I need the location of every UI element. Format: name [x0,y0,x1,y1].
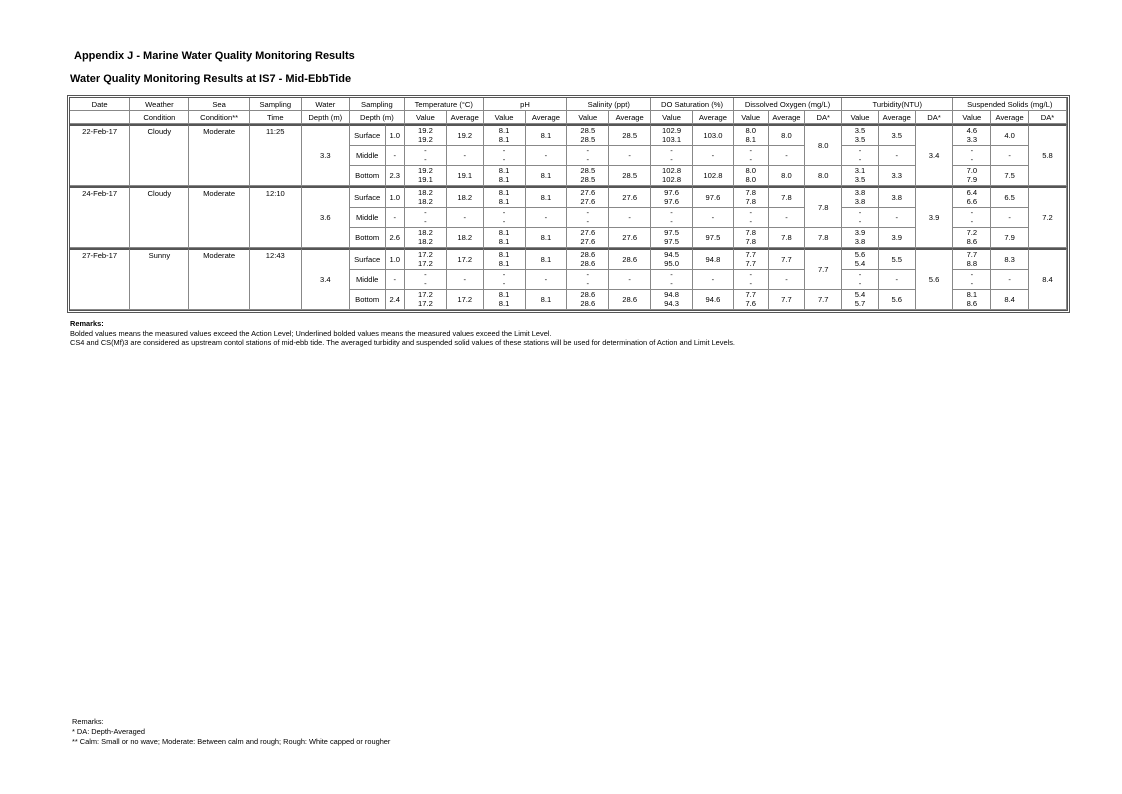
temp-value-cell: 19.2 19.2 [405,124,447,146]
salinity-average-cell: - [609,146,651,166]
dos-value-cell: 94.5 95.0 [651,248,693,270]
ph-average-cell: 8.1 [526,166,568,186]
header-sampling-time-2: Time [250,111,302,124]
do-da-cell: 7.7 [805,248,842,290]
ss-value-cell: - - [953,208,991,228]
salinity-value-cell: 27.6 27.6 [567,228,609,248]
water-depth-cell: 3.4 [302,248,350,310]
salinity-average-cell: 28.6 [609,248,651,270]
date-cell: 22-Feb-17 [70,124,130,186]
header-value: Value [651,111,693,124]
sea-cell: Moderate [189,124,249,186]
table-title: Water Quality Monitoring Results at IS7 - Mid-EbbTide [70,73,352,85]
salinity-value-cell: 28.6 28.6 [567,248,609,270]
date-cell: 27-Feb-17 [70,248,130,310]
header-sampling-time: Sampling [250,98,302,111]
ph-average-cell: 8.1 [526,186,568,208]
temp-average-cell: 17.2 [447,290,484,310]
time-cell: 12:43 [250,248,302,310]
sea-cell: Moderate [189,248,249,310]
header-average: Average [693,111,734,124]
level-cell: Bottom [350,166,386,186]
turb-average-cell: 5.6 [879,290,916,310]
salinity-value-cell: 28.5 28.5 [567,166,609,186]
header-sampling-depth: Sampling [350,98,405,111]
header-average: Average [526,111,568,124]
temp-average-cell: 19.1 [447,166,484,186]
ss-average-cell: 7.5 [991,166,1029,186]
turb-value-cell: 3.1 3.5 [842,166,879,186]
ph-value-cell: 8.1 8.1 [484,186,526,208]
header-row-1 [70,98,1067,111]
depth-cell: - [386,270,405,290]
ss-da-cell: 8.4 [1029,248,1067,310]
ss-value-cell: - - [953,146,991,166]
sea-cell: Moderate [189,186,249,248]
remarks-bottom [72,717,390,747]
ph-average-cell: 8.1 [526,290,568,310]
depth-cell: 2.3 [386,166,405,186]
do-average-cell: - [769,270,806,290]
date-cell: 24-Feb-17 [70,186,130,248]
turb-value-cell: - - [842,146,879,166]
do-average-cell: 7.7 [769,290,806,310]
header-sea-2: Condition** [189,111,249,124]
ss-value-cell: 6.4 6.6 [953,186,991,208]
turb-value-cell: 3.9 3.8 [842,228,879,248]
do-average-cell: 8.0 [769,166,806,186]
depth-cell: 1.0 [386,248,405,270]
turb-average-cell: 3.5 [879,124,916,146]
results-table-container [67,95,1070,313]
ph-value-cell: - - [484,270,526,290]
depth-cell: 2.6 [386,228,405,248]
turb-da-cell: 5.6 [916,248,954,310]
weather-cell: Cloudy [130,124,189,186]
ph-value-cell: 8.1 8.1 [484,228,526,248]
header-da: DA* [805,111,842,124]
temp-value-cell: 17.2 17.2 [405,248,447,270]
turb-average-cell: - [879,208,916,228]
header-value: Value [842,111,879,124]
header-dissolved-oxygen: Dissolved Oxygen (mg/L) [734,98,842,111]
header-water-depth-2: Depth (m) [302,111,350,124]
header-turbidity: Turbidity(NTU) [842,98,953,111]
temp-average-cell: 17.2 [447,248,484,270]
do-value-cell: 7.8 7.8 [734,186,769,208]
do-da-cell: 7.7 [805,290,842,310]
turb-value-cell: 3.8 3.8 [842,186,879,208]
do-value-cell: 7.7 7.7 [734,248,769,270]
turb-average-cell: - [879,146,916,166]
ss-average-cell: - [991,270,1029,290]
dos-average-cell: - [693,146,734,166]
ph-average-cell: - [526,146,568,166]
time-cell: 11:25 [250,124,302,186]
turb-value-cell: - - [842,270,879,290]
ss-average-cell: - [991,146,1029,166]
dos-value-cell: 97.6 97.6 [651,186,693,208]
dos-average-cell: 94.6 [693,290,734,310]
salinity-value-cell: 28.6 28.6 [567,290,609,310]
dos-value-cell: 94.8 94.3 [651,290,693,310]
ss-value-cell: 7.2 8.6 [953,228,991,248]
do-value-cell: 7.8 7.8 [734,228,769,248]
temp-value-cell: 17.2 17.2 [405,290,447,310]
salinity-value-cell: - - [567,208,609,228]
salinity-average-cell: - [609,270,651,290]
header-ph: pH [484,98,568,111]
header-weather-2: Condition [130,111,189,124]
dos-value-cell: - - [651,270,693,290]
ss-value-cell: 7.7 8.8 [953,248,991,270]
ss-value-cell: 8.1 8.6 [953,290,991,310]
water-depth-cell: 3.3 [302,124,350,186]
header-average: Average [447,111,484,124]
ss-average-cell: 8.3 [991,248,1029,270]
level-cell: Bottom [350,228,386,248]
header-average: Average [769,111,806,124]
turb-value-cell: 3.5 3.5 [842,124,879,146]
dos-average-cell: 97.6 [693,186,734,208]
salinity-average-cell: 27.6 [609,186,651,208]
dos-value-cell: 102.9 103.1 [651,124,693,146]
dos-average-cell: - [693,208,734,228]
level-cell: Middle [350,146,386,166]
header-suspended-solids: Suspended Solids (mg/L) [953,98,1067,111]
turb-average-cell: 3.3 [879,166,916,186]
time-cell: 12:10 [250,186,302,248]
depth-cell: - [386,208,405,228]
do-average-cell: 8.0 [769,124,806,146]
header-average: Average [879,111,916,124]
header-value: Value [484,111,526,124]
table-row [70,186,1067,208]
water-quality-table [67,95,1070,313]
salinity-value-cell: 27.6 27.6 [567,186,609,208]
ph-value-cell: - - [484,208,526,228]
level-cell: Surface [350,186,386,208]
temp-value-cell: 18.2 18.2 [405,228,447,248]
turb-average-cell: 5.5 [879,248,916,270]
ph-value-cell: 8.1 8.1 [484,166,526,186]
turb-value-cell: - - [842,208,879,228]
header-water-depth: Water [302,98,350,111]
do-value-cell: - - [734,146,769,166]
temp-average-cell: 19.2 [447,124,484,146]
dos-value-cell: 97.5 97.5 [651,228,693,248]
salinity-average-cell: 28.6 [609,290,651,310]
turb-value-cell: 5.6 5.4 [842,248,879,270]
dos-average-cell: 94.8 [693,248,734,270]
ph-value-cell: 8.1 8.1 [484,124,526,146]
do-da-cell: 8.0 [805,166,842,186]
level-cell: Bottom [350,290,386,310]
temp-average-cell: - [447,146,484,166]
ss-average-cell: 8.4 [991,290,1029,310]
do-average-cell: 7.8 [769,228,806,248]
salinity-average-cell: 27.6 [609,228,651,248]
level-cell: Middle [350,270,386,290]
weather-cell: Sunny [130,248,189,310]
do-value-cell: - - [734,208,769,228]
remarks-top [70,319,735,348]
temp-value-cell: - - [405,208,447,228]
dos-value-cell: - - [651,146,693,166]
remarks-bottom-line-1: * DA: Depth-Averaged [72,727,145,736]
salinity-average-cell: 28.5 [609,124,651,146]
dos-average-cell: 103.0 [693,124,734,146]
dos-average-cell: - [693,270,734,290]
ph-value-cell: 8.1 8.1 [484,290,526,310]
header-average: Average [609,111,651,124]
ss-da-cell: 7.2 [1029,186,1067,248]
do-da-cell: 7.8 [805,228,842,248]
temp-average-cell: 18.2 [447,228,484,248]
do-da-cell: 7.8 [805,186,842,228]
depth-cell: 1.0 [386,124,405,146]
header-sampling-depth-2: Depth (m) [350,111,405,124]
salinity-value-cell: 28.5 28.5 [567,124,609,146]
header-row-2 [70,111,1067,124]
turb-average-cell: 3.8 [879,186,916,208]
header-da: DA* [916,111,954,124]
ss-average-cell: 6.5 [991,186,1029,208]
table-row [70,124,1067,146]
header-da: DA* [1029,111,1067,124]
header-weather: Weather [130,98,189,111]
depth-cell: - [386,146,405,166]
do-average-cell: 7.7 [769,248,806,270]
remarks-top-title: Remarks: [70,319,104,328]
ph-average-cell: 8.1 [526,248,568,270]
salinity-average-cell: 28.5 [609,166,651,186]
remarks-top-line-2: CS4 and CS(Mf)3 are considered as upstream contol stations of mid-ebb tide. The averaged turbidity and suspended solid values of these stations will be used for determination of Action and Limit Levels. [70,338,735,347]
turb-average-cell: 3.9 [879,228,916,248]
level-cell: Surface [350,124,386,146]
do-value-cell: 8.0 8.0 [734,166,769,186]
header-value: Value [405,111,447,124]
ss-da-cell: 5.8 [1029,124,1067,186]
temp-value-cell: - - [405,146,447,166]
do-average-cell: - [769,146,806,166]
header-value: Value [567,111,609,124]
water-depth-cell: 3.6 [302,186,350,248]
salinity-value-cell: - - [567,270,609,290]
depth-cell: 2.4 [386,290,405,310]
temp-value-cell: 18.2 18.2 [405,186,447,208]
ph-average-cell: 8.1 [526,124,568,146]
do-da-cell: 8.0 [805,124,842,166]
header-value: Value [734,111,769,124]
ph-average-cell: - [526,270,568,290]
ph-average-cell: 8.1 [526,228,568,248]
ss-average-cell: - [991,208,1029,228]
do-average-cell: - [769,208,806,228]
level-cell: Middle [350,208,386,228]
temp-average-cell: - [447,208,484,228]
do-value-cell: - - [734,270,769,290]
ss-average-cell: 7.9 [991,228,1029,248]
temp-average-cell: 18.2 [447,186,484,208]
remarks-top-line-1: Bolded values means the measured values exceed the Action Level; Underlined bolded values means the measured values exceed the Limit Level. [70,328,552,338]
header-value: Value [953,111,991,124]
depth-cell: 1.0 [386,186,405,208]
turb-average-cell: - [879,270,916,290]
do-value-cell: 8.0 8.1 [734,124,769,146]
table-row [70,248,1067,270]
ss-value-cell: 4.6 3.3 [953,124,991,146]
header-do-saturation: DO Saturation (%) [651,98,734,111]
ph-value-cell: 8.1 8.1 [484,248,526,270]
turb-da-cell: 3.9 [916,186,954,248]
ss-average-cell: 4.0 [991,124,1029,146]
header-date: Date [70,98,130,111]
temp-value-cell: - - [405,270,447,290]
remarks-bottom-line-2: ** Calm: Small or no wave; Moderate: Between calm and rough; Rough: White capped or rougher [72,737,391,746]
header-temperature: Temperature (°C) [405,98,484,111]
salinity-value-cell: - - [567,146,609,166]
header-salinity: Salinity (ppt) [567,98,651,111]
remarks-bottom-title: Remarks: [72,717,104,726]
ph-average-cell: - [526,208,568,228]
level-cell: Surface [350,248,386,270]
do-value-cell: 7.7 7.6 [734,290,769,310]
ph-value-cell: - - [484,146,526,166]
salinity-average-cell: - [609,208,651,228]
weather-cell: Cloudy [130,186,189,248]
turb-da-cell: 3.4 [916,124,954,186]
dos-average-cell: 102.8 [693,166,734,186]
header-average: Average [991,111,1029,124]
header-sea: Sea [189,98,249,111]
dos-value-cell: - - [651,208,693,228]
dos-value-cell: 102.8 102.8 [651,166,693,186]
ss-value-cell: 7.0 7.9 [953,166,991,186]
temp-average-cell: - [447,270,484,290]
appendix-title: Appendix J - Marine Water Quality Monitoring Results [74,50,355,62]
temp-value-cell: 19.2 19.1 [405,166,447,186]
ss-value-cell: - - [953,270,991,290]
dos-average-cell: 97.5 [693,228,734,248]
do-average-cell: 7.8 [769,186,806,208]
turb-value-cell: 5.4 5.7 [842,290,879,310]
